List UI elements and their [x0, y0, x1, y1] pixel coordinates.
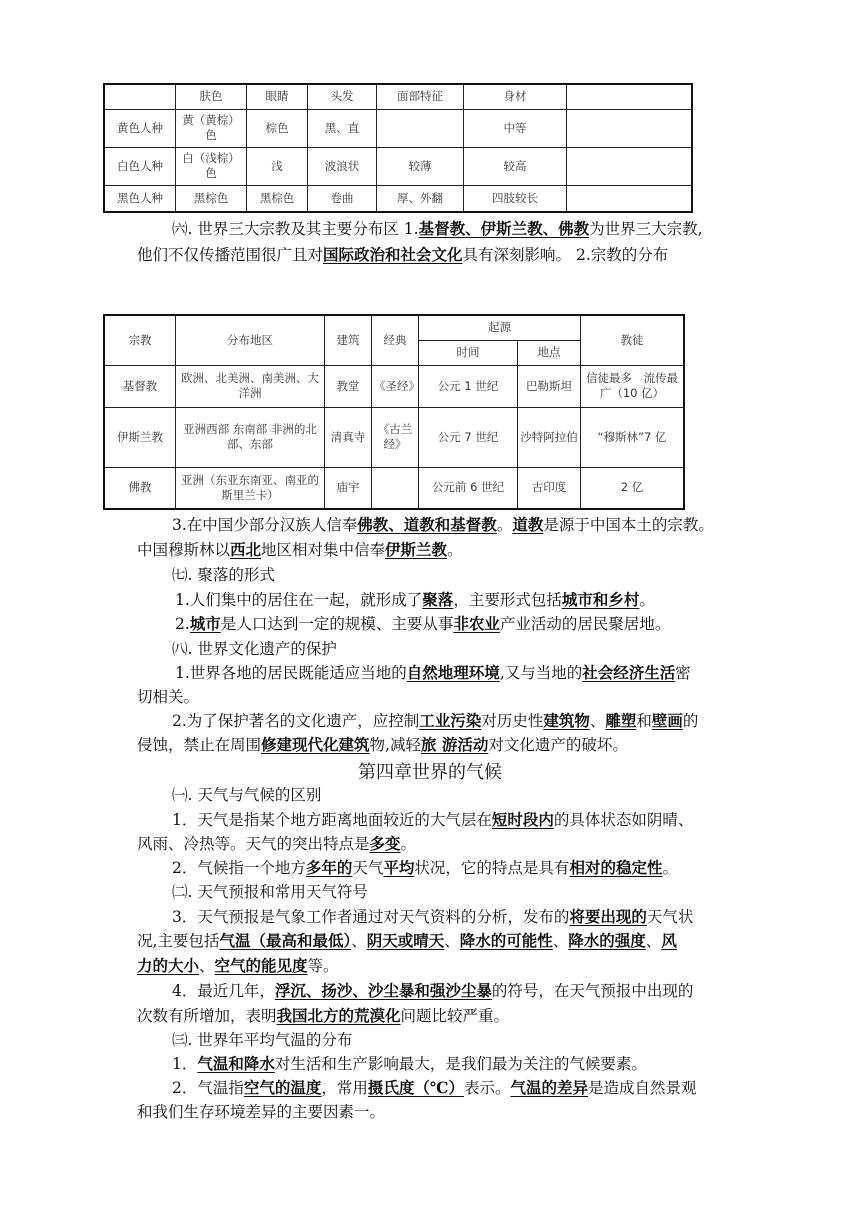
table-cell: [567, 185, 693, 212]
section-heading: ㈠. 天气与气候的区别: [172, 786, 322, 804]
table-cell: 亚洲（东亚东南亚、南亚的斯里兰卡）: [176, 467, 325, 509]
paragraph: 中国穆斯林以西北地区相对集中信奉伊斯兰教。: [137, 540, 463, 559]
table-header-cell: [567, 84, 693, 109]
table-cell: 教堂: [325, 365, 372, 407]
table-header-cell: 建筑: [325, 315, 372, 365]
table-cell: 佛教: [104, 467, 176, 509]
table-row: [104, 147, 692, 185]
paragraph: 和我们生存环境差异的主要因素一。: [137, 1103, 386, 1121]
paragraph: 2．气温指空气的温度，常用摄氏度（℃）表示。气温的差异是造成自然景观: [172, 1078, 697, 1097]
table-header-cell: 肤色: [176, 84, 247, 109]
table-cell: 亚洲西部 东南部 非洲的北部、东部: [176, 407, 325, 467]
religion-table: [103, 314, 685, 510]
table-cell: 信徒最多 流传最广（10 亿）: [581, 365, 685, 407]
table-cell: 公元 1 世纪: [419, 365, 518, 407]
table-cell: 黑、直: [308, 109, 377, 147]
table-row: [104, 467, 684, 509]
paragraph: 1.人们集中的居住在一起，就形成了聚落，主要形式包括城市和乡村。: [175, 590, 655, 609]
table-row: [104, 407, 684, 467]
paragraph: 2.为了保护著名的文化遗产，应控制工业污染对历史性建筑物、雕塑和壁画的: [172, 711, 699, 730]
table-cell: 波浪状: [308, 147, 377, 185]
paragraph: 况,主要包括气温（最高和最低）、阴天或晴天、降水的可能性、降水的强度、风: [137, 931, 677, 950]
table-cell: 庙宇: [325, 467, 372, 509]
paragraph: 4．最近几年，浮沉、扬沙、沙尘暴和强沙尘暴的符号，在天气预报中出现的: [172, 981, 694, 1000]
paragraph: 侵蚀，禁止在周围修建现代化建筑物,减轻旅 游活动对文化遗产的破坏。: [137, 735, 628, 754]
table-cell: 清真寺: [325, 407, 372, 467]
paragraph: 1．天气是指某个地方距离地面较近的大气层在短时段内的具体状态如阴晴、: [172, 810, 694, 829]
table-header-cell: [104, 84, 176, 109]
table-cell: 公元 7 世纪: [419, 407, 518, 467]
table-cell: 巴勒斯坦: [518, 365, 581, 407]
paragraph: 次数有所增加，表明我国北方的荒漠化问题比较严重。: [137, 1006, 510, 1025]
chapter-title: 第四章世界的气候: [358, 762, 502, 783]
paragraph: ㈥. 世界三大宗教及其主要分布区 1.基督教、伊斯兰教、佛教为世界三大宗教,: [172, 219, 703, 238]
table-cell: 浅: [247, 147, 308, 185]
table-cell: 四肢较长: [464, 185, 567, 212]
table-header-cell: 面部特征: [377, 84, 464, 109]
table-header-cell: 教徒: [581, 315, 685, 365]
table-header-cell: 眼睛: [247, 84, 308, 109]
table-cell: [377, 109, 464, 147]
section-heading: ㈦. 聚落的形式: [172, 566, 275, 584]
table-cell: 基督教: [104, 365, 176, 407]
table-cell: 棕色: [247, 109, 308, 147]
table-header-cell: 头发: [308, 84, 377, 109]
table-cell: 中等: [464, 109, 567, 147]
paragraph: 切相关。: [137, 688, 200, 706]
table-row: [104, 365, 684, 407]
paragraph: 2.城市是人口达到一定的规模、主要从事非农业产业活动的居民聚居地。: [175, 614, 671, 633]
table-cell: [372, 467, 419, 509]
section-heading: ㈢. 世界年平均气温的分布: [172, 1031, 353, 1049]
table-cell: 欧洲、北美洲、南美洲、大洋洲: [176, 365, 325, 407]
paragraph: 力的大小、空气的能见度等。: [137, 956, 339, 975]
table-cell: 黑棕色: [176, 185, 247, 212]
table-cell: 古印度: [518, 467, 581, 509]
section-heading: ㈧. 世界文化遗产的保护: [172, 640, 337, 658]
table-header-cell: 分布地区: [176, 315, 325, 365]
race-table: [103, 83, 693, 213]
table-cell: 公元前 6 世纪: [419, 467, 518, 509]
table-header-cell: 经典: [372, 315, 419, 365]
paragraph: 他们不仅传播范围很广且对国际政治和社会文化具有深刻影响。 2.宗教的分布: [137, 245, 669, 264]
table-cell: 黑色人种: [104, 185, 176, 212]
paragraph: 1．气温和降水对生活和生产影响最大，是我们最为关注的气候要素。: [172, 1054, 647, 1073]
paragraph: 2．气候指一个地方多年的天气平均状况，它的特点是具有相对的稳定性。: [172, 858, 678, 877]
table-cell: 黄（黄棕）色: [176, 109, 247, 147]
table-row: [104, 109, 692, 147]
table-cell: “穆斯林”7 亿: [581, 407, 685, 467]
table-header-cell: 时间: [419, 340, 518, 365]
paragraph: 3．天气预报是气象工作者通过对天气资料的分析，发布的将要出现的天气状: [172, 907, 694, 926]
table-header-cell: 身材: [464, 84, 567, 109]
table-header-cell: 地点: [518, 340, 581, 365]
table-header-cell: 起源: [419, 315, 581, 340]
table-cell: [567, 109, 693, 147]
table-cell: 卷曲: [308, 185, 377, 212]
table-cell: 厚、外翻: [377, 185, 464, 212]
table-cell: 黑棕色: [247, 185, 308, 212]
table-cell: [567, 147, 693, 185]
table-header-cell: 宗教: [104, 315, 176, 365]
paragraph: 1.世界各地的居民既能适应当地的自然地理环境,又与当地的社会经济生活密: [175, 663, 691, 682]
table-cell: 沙特阿拉伯: [518, 407, 581, 467]
table-cell: 2 亿: [581, 467, 685, 509]
table-cell: 《圣经》: [372, 365, 419, 407]
table-cell: 白（浅棕）色: [176, 147, 247, 185]
table-cell: 伊斯兰教: [104, 407, 176, 467]
table-cell: 白色人种: [104, 147, 176, 185]
table-row: [104, 185, 692, 212]
table-cell: 较薄: [377, 147, 464, 185]
paragraph: 3.在中国少部分汉族人信奉佛教、道教和基督教。道教是源于中国本土的宗教。: [172, 515, 714, 534]
section-heading: ㈡. 天气预报和常用天气符号: [172, 883, 368, 901]
table-cell: 黄色人种: [104, 109, 176, 147]
table-cell: 《古兰经》: [372, 407, 419, 467]
table-cell: 较高: [464, 147, 567, 185]
paragraph: 风雨、冷热等。天气的突出特点是多变。: [137, 834, 417, 853]
